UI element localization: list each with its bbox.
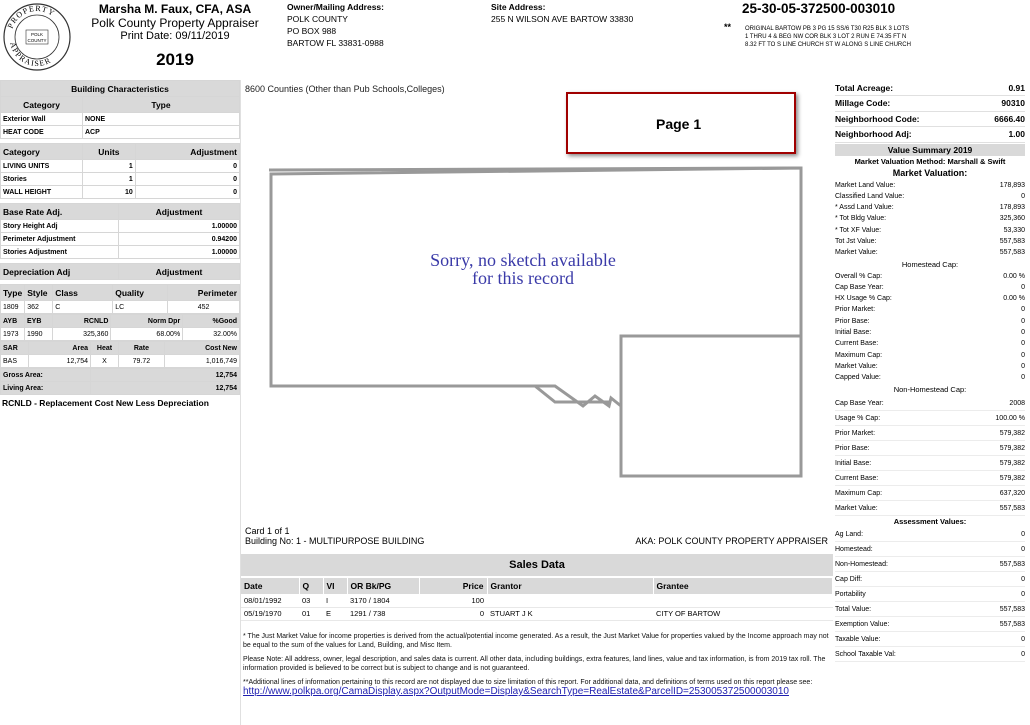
area-val: 12,754 [29, 355, 91, 368]
market-valuation-title: Market Valuation: [892, 167, 968, 178]
value-amount: 0 [1021, 635, 1025, 643]
cost-col: Cost New [164, 342, 239, 355]
value-amount: 178,893 [999, 181, 1025, 189]
rcnld-val: 325,360 [53, 328, 111, 341]
unit-row-adj: 0 [135, 173, 239, 186]
nbhd-code-label: Neighborhood Code: [835, 111, 974, 127]
value-amount: 0 [1021, 650, 1025, 658]
value-amount: 579,382 [999, 444, 1025, 452]
sales-col-price: Price [419, 578, 487, 594]
base-row-cat: Perimeter Adjustment [1, 233, 119, 246]
value-label: Maximum Cap: [835, 351, 883, 359]
value-amount: 0 [1021, 590, 1025, 598]
value-row [835, 361, 1025, 372]
eyb-val: 1990 [25, 328, 53, 341]
ayb-val: 1973 [1, 328, 25, 341]
value-row [835, 304, 1025, 315]
units-col-units: Units [83, 144, 136, 160]
building-characteristics-panel [0, 80, 240, 408]
millage-value: 90310 [974, 96, 1025, 112]
base-rate-table [0, 203, 240, 259]
ts-col-perimeter: Perimeter [168, 285, 240, 301]
value-row [835, 271, 1025, 282]
ts-type: 1809 [1, 301, 25, 314]
value-row [835, 191, 1025, 202]
nbhd-adj-value: 1.00 [974, 127, 1025, 143]
value-row [835, 338, 1025, 349]
value-label: Market Land Value: [835, 181, 896, 189]
sale-grantee: CITY OF BARTOW [653, 607, 833, 620]
sar-val: BAS [1, 355, 29, 368]
sales-col-orbk: OR Bk/PG [347, 578, 419, 594]
site-value: 255 N WILSON AVE BARTOW 33830 [491, 14, 634, 24]
appraiser-name: Marsha M. Faux, CFA, ASA [98, 2, 252, 16]
value-amount: 637,320 [999, 489, 1025, 497]
sales-table [241, 578, 833, 621]
value-amount: 0 [1021, 351, 1025, 359]
legal-stars: ** [724, 22, 732, 32]
legal-line3: 8.32 FT TO S LINE CHURCH ST W ALONG S LINE CHURCH [745, 42, 911, 48]
value-label: * Tot XF Value: [835, 226, 882, 234]
unit-row-units: 1 [83, 173, 136, 186]
value-label: Market Value: [835, 362, 878, 370]
value-label: Overall % Cap: [835, 272, 883, 280]
depreciation-table [0, 263, 240, 280]
no-sketch-line2: for this record [472, 268, 574, 288]
value-row [835, 471, 1025, 486]
dor-code: 8600 Counties (Other than Pub Schools,Colleges) [245, 84, 445, 94]
value-row [835, 293, 1025, 304]
value-label: Non-Homestead: [835, 560, 888, 568]
value-label: Cap Diff: [835, 575, 863, 583]
sales-col-grantee: Grantee [653, 578, 833, 594]
sales-col-date: Date [241, 578, 299, 594]
acreage-value: 0.91 [974, 80, 1025, 96]
value-amount: 0 [1021, 317, 1025, 325]
ts-col-quality: Quality [113, 285, 168, 301]
site-address [491, 1, 633, 25]
unit-row-adj: 0 [135, 160, 239, 173]
note-income: * The Just Market Value for income properties is derived from the actual/potential income generated. As a result, the Just Market Value for properties valued by the Income approach may not be equal to the sum of the values for Land, Building, and Misc Item. [243, 633, 829, 649]
sar-table [0, 341, 240, 368]
living-area-value: 12,754 [91, 382, 240, 395]
value-row [835, 372, 1025, 383]
value-row [835, 441, 1025, 456]
value-amount: 0 [1021, 530, 1025, 538]
seal-center-top: POLK [30, 32, 44, 37]
value-label: Usage % Cap: [835, 414, 881, 422]
sales-col-vi: VI [323, 578, 347, 594]
value-label: * Assd Land Value: [835, 204, 894, 212]
value-label: Market Value: [835, 504, 878, 512]
valuation-method: Market Valuation Method: Marshall & Swift [854, 156, 1006, 166]
sale-q: 01 [299, 607, 323, 620]
owner-label: Owner/Mailing Address: [287, 2, 384, 12]
value-amount: 0 [1021, 192, 1025, 200]
ts-perimeter: 452 [168, 301, 240, 314]
nbhd-code-value: 6666.40 [974, 111, 1025, 127]
value-row [835, 587, 1025, 602]
units-col-adj: Adjustment [135, 144, 239, 160]
value-amount: 557,583 [999, 504, 1025, 512]
no-sketch-line1: Sorry, no sketch available [430, 250, 616, 270]
value-amount: 0 [1021, 329, 1025, 337]
value-row [835, 247, 1025, 258]
value-amount: 178,893 [999, 204, 1025, 212]
legal-description [745, 25, 1030, 49]
sale-vi: E [323, 607, 347, 620]
units-table [0, 143, 240, 199]
sale-orbk: 3170 / 1804 [347, 594, 419, 607]
unit-row-units: 10 [83, 186, 136, 199]
col-category: Category [1, 97, 83, 113]
nbhd-adj-label: Neighborhood Adj: [835, 127, 974, 143]
unit-row-cat: LIVING UNITS [1, 160, 83, 173]
value-row [835, 542, 1025, 557]
base-row-adj: 1.00000 [119, 220, 240, 233]
value-row [835, 327, 1025, 338]
owner-line1: POLK COUNTY [287, 14, 348, 24]
base-row-cat: Stories Adjustment [1, 246, 119, 259]
value-label: * Tot Bldg Value: [835, 215, 887, 223]
seal-bottom-text: APPRAISER [8, 41, 53, 69]
value-amount: 557,583 [999, 605, 1025, 613]
value-amount: 557,583 [999, 237, 1025, 245]
value-amount: 579,382 [999, 429, 1025, 437]
building-number: Building No: 1 - MULTIPURPOSE BUILDING [245, 536, 425, 546]
base-row-adj: 1.00000 [119, 246, 240, 259]
value-label: School Taxable Val: [835, 650, 896, 658]
value-row [835, 501, 1025, 516]
sale-price: 100 [419, 594, 487, 607]
value-row [835, 350, 1025, 361]
ts-quality: LC [113, 301, 168, 314]
value-label: Current Base: [835, 340, 879, 348]
print-date: Print Date: 09/11/2019 [120, 30, 230, 42]
dep-col-adj: Adjustment [119, 264, 240, 280]
heat-col: Heat [91, 342, 119, 355]
value-amount: 2008 [1009, 399, 1025, 407]
card-info [245, 526, 424, 546]
value-label: Prior Base: [835, 444, 870, 452]
type-row-val: NONE [83, 113, 240, 126]
type-row-cat: HEAT CODE [1, 126, 83, 139]
value-label: Current Base: [835, 474, 879, 482]
page-label-box [566, 92, 796, 154]
parcel-id: 25-30-05-372500-003010 [742, 1, 896, 16]
value-amount: 557,583 [999, 560, 1025, 568]
value-summary-title: Value Summary 2019 [835, 144, 1025, 156]
page-label: Page 1 [656, 116, 702, 132]
sales-col-grantor: Grantor [487, 578, 653, 594]
value-row [835, 180, 1025, 191]
seal-center-bottom: COUNTY [27, 38, 47, 43]
value-label: Prior Base: [835, 317, 870, 325]
norm-col: Norm Dpr [111, 315, 183, 328]
value-amount: 0 [1021, 362, 1025, 370]
value-label: Taxable Value: [835, 635, 881, 643]
legal-line1: ORIGINAL BARTOW PB 3 PG 15 SS/6 T30 R25 BLK 3 LOTS [745, 26, 910, 32]
value-label: Initial Base: [835, 459, 872, 467]
value-label: Maximum Cap: [835, 489, 883, 497]
value-amount: 579,382 [999, 474, 1025, 482]
ts-col-style: Style [25, 285, 53, 301]
value-row [835, 456, 1025, 471]
card-number: Card 1 of 1 [245, 526, 290, 536]
value-row [835, 225, 1025, 236]
value-row [835, 602, 1025, 617]
value-row [835, 411, 1025, 426]
rcnld-col: RCNLD [53, 315, 111, 328]
appraiser-org: Polk County Property Appraiser [91, 16, 259, 30]
building-type-table [0, 80, 240, 139]
value-row [835, 213, 1025, 224]
value-row [835, 647, 1025, 662]
owner-address [287, 1, 384, 49]
assessment-values-title: Assessment Values: [893, 516, 967, 526]
ayb-table [0, 314, 240, 341]
value-label: Tot Jst Value: [835, 237, 877, 245]
value-amount: 579,382 [999, 459, 1025, 467]
gross-area-value: 12,754 [91, 369, 240, 382]
non-homestead-cap-title: Non-Homestead Cap: [893, 384, 967, 394]
eyb-col: EYB [25, 315, 53, 328]
norm-val: 68.00% [111, 328, 183, 341]
unit-row-cat: WALL HEIGHT [1, 186, 83, 199]
value-row [835, 282, 1025, 293]
cost-val: 1,016,749 [164, 355, 239, 368]
value-amount: 0 [1021, 545, 1025, 553]
ts-class: C [53, 301, 113, 314]
value-row [835, 426, 1025, 441]
note-additional: **Additional lines of information pertaining to this record are not displayed due to size limitation of this report. For additional data, and definitions of terms used on this report please see: [243, 679, 813, 686]
value-label: Homestead: [835, 545, 873, 553]
unit-row-adj: 0 [135, 186, 239, 199]
value-label: Initial Base: [835, 329, 872, 337]
ts-col-class: Class [53, 285, 113, 301]
base-col-adj: Adjustment [119, 204, 240, 220]
sale-price: 0 [419, 607, 487, 620]
value-label: HX Usage % Cap: [835, 295, 892, 303]
unit-row-cat: Stories [1, 173, 83, 186]
sale-orbk: 1291 / 738 [347, 607, 419, 620]
units-col-cat: Category [1, 144, 83, 160]
value-summary-panel [835, 80, 1025, 662]
parcel-codes-table [835, 80, 1025, 143]
value-amount: 0.00 % [1003, 272, 1025, 280]
type-row-val: ACP [83, 126, 240, 139]
value-amount: 53,330 [1003, 226, 1025, 234]
value-label: Total Value: [835, 605, 872, 613]
rate-val: 79.72 [119, 355, 165, 368]
good-col: %Good [183, 315, 240, 328]
value-amount: 0 [1021, 283, 1025, 291]
value-row [835, 316, 1025, 327]
owner-line3: BARTOW FL 33831-0988 [287, 38, 384, 48]
good-val: 32.00% [183, 328, 240, 341]
value-label: Cap Base Year: [835, 399, 884, 407]
ayb-col: AYB [1, 315, 25, 328]
seal-top-text: PROPERTY [5, 3, 57, 30]
site-label: Site Address: [491, 2, 546, 12]
rate-col: Rate [119, 342, 165, 355]
value-amount: 325,360 [999, 215, 1025, 223]
legal-line2: 1 THRU 4 & BEG NW COR BLK 3 LOT 2 RUN E 74.35 FT N [745, 34, 907, 40]
sales-header-row [241, 578, 833, 594]
sales-col-q: Q [299, 578, 323, 594]
area-totals-table [0, 368, 240, 395]
value-row [835, 632, 1025, 647]
sketch-panel [240, 80, 832, 725]
base-row-cat: Story Height Adj [1, 220, 119, 233]
value-label: Cap Base Year: [835, 283, 884, 291]
value-label: Prior Market: [835, 429, 876, 437]
value-row [835, 202, 1025, 213]
sale-grantor [487, 594, 653, 607]
value-row [835, 572, 1025, 587]
sale-grantor: STUART J K [487, 607, 653, 620]
millage-label: Millage Code: [835, 96, 974, 112]
value-amount: 557,583 [999, 620, 1025, 628]
note-data-currency: Please Note: All address, owner, legal description, and sales data is current. All other data, including buildings, extra features, land lines, value and tax information, is from 2019 tax roll. The information provided is believed to be correct but is subject to change and is not guaranteed. [243, 656, 826, 672]
sales-row [241, 594, 833, 607]
base-row-adj: 0.94200 [119, 233, 240, 246]
value-label: Prior Market: [835, 306, 876, 314]
sale-date: 08/01/1992 [241, 594, 299, 607]
rcnld-note: RCNLD - Replacement Cost New Less Depreciation [2, 398, 209, 408]
sale-date: 05/19/1970 [241, 607, 299, 620]
value-label: Market Value: [835, 249, 878, 257]
area-col: Area [29, 342, 91, 355]
detail-link[interactable]: http://www.polkpa.org/CamaDisplay.aspx?OutputMode=Display&SearchType=RealEstate&ParcelID=253005372500003010 [243, 686, 789, 697]
sale-grantee [653, 594, 833, 607]
value-label: Classified Land Value: [835, 192, 905, 200]
gross-area-label: Gross Area: [1, 369, 91, 382]
value-amount: 0.00 % [1003, 295, 1025, 303]
aka-name: AKA: POLK COUNTY PROPERTY APPRAISER [635, 536, 828, 546]
value-row [835, 486, 1025, 501]
value-label: Ag Land: [835, 530, 864, 538]
value-amount: 100.00 % [995, 414, 1025, 422]
value-label: Portability [835, 590, 866, 598]
dep-col-cat: Depreciation Adj [1, 264, 119, 280]
footnotes [243, 632, 831, 696]
building-sketch [265, 166, 805, 486]
ts-col-type: Type [1, 285, 25, 301]
sales-row [241, 607, 833, 620]
sar-col: SAR [1, 342, 29, 355]
homestead-cap-title: Homestead Cap: [901, 259, 959, 269]
tax-year: 2019 [156, 50, 194, 69]
sale-vi: I [323, 594, 347, 607]
col-type: Type [83, 97, 240, 113]
value-row [835, 527, 1025, 542]
building-title: Building Characteristics [1, 81, 240, 97]
value-amount: 0 [1021, 340, 1025, 348]
owner-line2: PO BOX 988 [287, 26, 337, 36]
value-amount: 0 [1021, 575, 1025, 583]
property-appraiser-seal [2, 2, 72, 72]
sale-q: 03 [299, 594, 323, 607]
value-row [835, 236, 1025, 247]
value-row [835, 557, 1025, 572]
unit-row-units: 1 [83, 160, 136, 173]
value-amount: 0 [1021, 306, 1025, 314]
value-row [835, 396, 1025, 411]
type-row-cat: Exterior Wall [1, 113, 83, 126]
base-col-cat: Base Rate Adj. [1, 204, 119, 220]
ts-style: 362 [25, 301, 53, 314]
value-amount: 0 [1021, 374, 1025, 382]
value-row [835, 617, 1025, 632]
value-amount: 557,583 [999, 249, 1025, 257]
acreage-label: Total Acreage: [835, 80, 974, 96]
heat-val: X [91, 355, 119, 368]
sales-data-title: Sales Data [241, 554, 833, 576]
type-style-table [0, 284, 240, 314]
value-label: Capped Value: [835, 374, 881, 382]
value-label: Exemption Value: [835, 620, 890, 628]
living-area-label: Living Area: [1, 382, 91, 395]
